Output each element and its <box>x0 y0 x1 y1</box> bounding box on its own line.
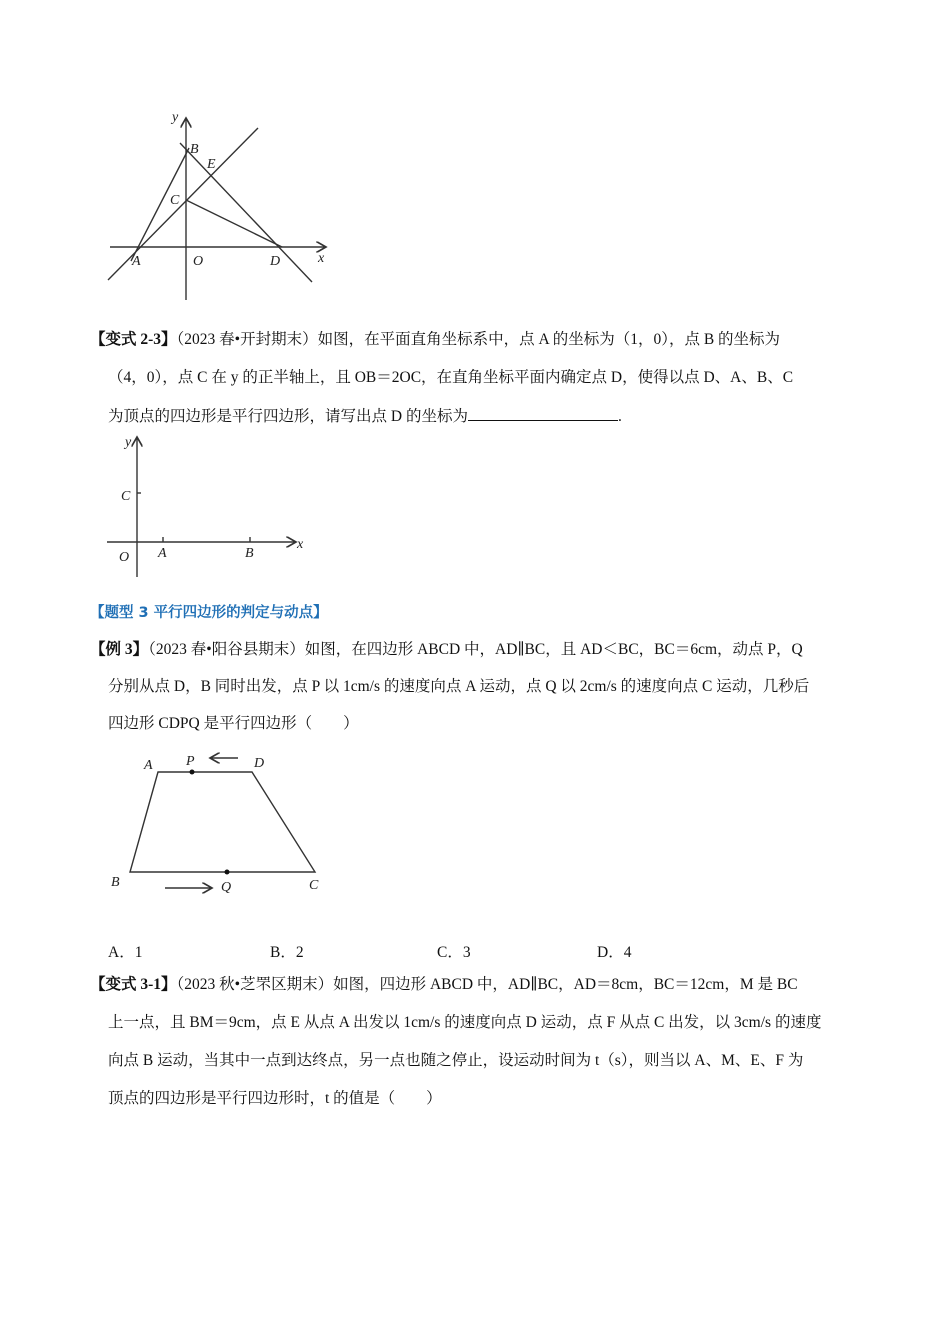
label-O: O <box>193 254 204 269</box>
figure-2-coordinate-axes <box>107 437 296 577</box>
label-A: A <box>144 758 153 773</box>
label-C: C <box>309 878 319 893</box>
option-c[interactable]: C．3 <box>437 944 471 961</box>
label-C: C <box>121 489 131 504</box>
problem-3-1-line-1 <box>90 975 798 995</box>
label-D: D <box>270 254 281 269</box>
problem-tag: 【例 3】 <box>90 641 149 658</box>
problem-text: （2023 秋•芝罘区期末）如图，四边形 ABCD 中，AD∥BC，AD＝8cm，BC＝12cm，M 是 BC <box>176 976 798 993</box>
problem-3-1-line-4: 顶点的四边形是平行四边形时，t 的值是（ ） <box>108 1090 442 1107</box>
label-x: x <box>318 251 325 266</box>
label-x: x <box>297 537 304 552</box>
label-B: B <box>190 142 199 157</box>
problem-tag: 【变式 3-1】 <box>90 976 177 993</box>
problem-2-3-line-3 <box>108 406 622 427</box>
label-y: y <box>172 110 179 125</box>
label-B: B <box>111 875 120 890</box>
example-3-line-2: 分别从点 D，B 同时出发，点 P 以 1cm/s 的速度向点 A 运动，点 Q 以 2cm/s 的速度向点 C 运动，几秒后 <box>108 678 810 695</box>
problem-2-3-line-2: （4，0），点 C 在 y 的正半轴上，且 OB＝2OC，在直角坐标平面内确定点 D，使得以点 D、A、B、C <box>108 369 794 386</box>
point-P <box>190 770 195 775</box>
problem-text: 为顶点的四边形是平行四边形，请写出点 D 的坐标为 <box>108 408 468 425</box>
problem-3-1-line-2: 上一点，且 BM＝9cm，点 E 从点 A 出发以 1cm/s 的速度向点 D 运动，点 F 从点 C 出发，以 3cm/s 的速度 <box>108 1014 822 1031</box>
option-d[interactable]: D．4 <box>597 944 632 961</box>
label-y: y <box>125 435 132 450</box>
section-heading: 【题型 3 平行四边形的判定与动点】 <box>90 605 328 621</box>
label-O: O <box>119 550 130 565</box>
label-B: B <box>245 546 254 561</box>
example-3-line-1 <box>90 640 803 660</box>
option-b[interactable]: B．2 <box>270 944 304 961</box>
label-Q: Q <box>221 880 232 895</box>
problem-text: （2023 春•阳谷县期末）如图，在四边形 ABCD 中，AD∥BC，且 AD＜BC，BC＝6cm，动点 P，Q <box>148 641 803 658</box>
label-C: C <box>170 193 180 208</box>
label-P: P <box>186 754 195 769</box>
problem-text: （2023 春•开封期末）如图，在平面直角坐标系中，点 A 的坐标为（1，0），点 B 的坐标为 <box>176 331 781 348</box>
label-A: A <box>132 254 141 269</box>
example-3-line-3: 四边形 CDPQ 是平行四边形（ ） <box>108 715 359 732</box>
label-E: E <box>207 157 216 172</box>
label-A: A <box>158 546 167 561</box>
problem-2-3-line-1 <box>90 330 780 350</box>
problem-3-1-line-3: 向点 B 运动，当其中一点到达终点，另一点也随之停止，设运动时间为 t（s），则当以 A、M、E、F 为 <box>108 1052 804 1069</box>
problem-tag: 【变式 2-3】 <box>90 331 177 348</box>
answer-blank[interactable] <box>468 406 618 421</box>
point-Q <box>225 870 230 875</box>
figure-1-coordinate-diagram <box>108 118 326 300</box>
label-D: D <box>254 756 265 771</box>
option-a[interactable]: A．1 <box>108 944 143 961</box>
figure-3-trapezoid <box>130 758 315 888</box>
period: . <box>617 408 622 425</box>
